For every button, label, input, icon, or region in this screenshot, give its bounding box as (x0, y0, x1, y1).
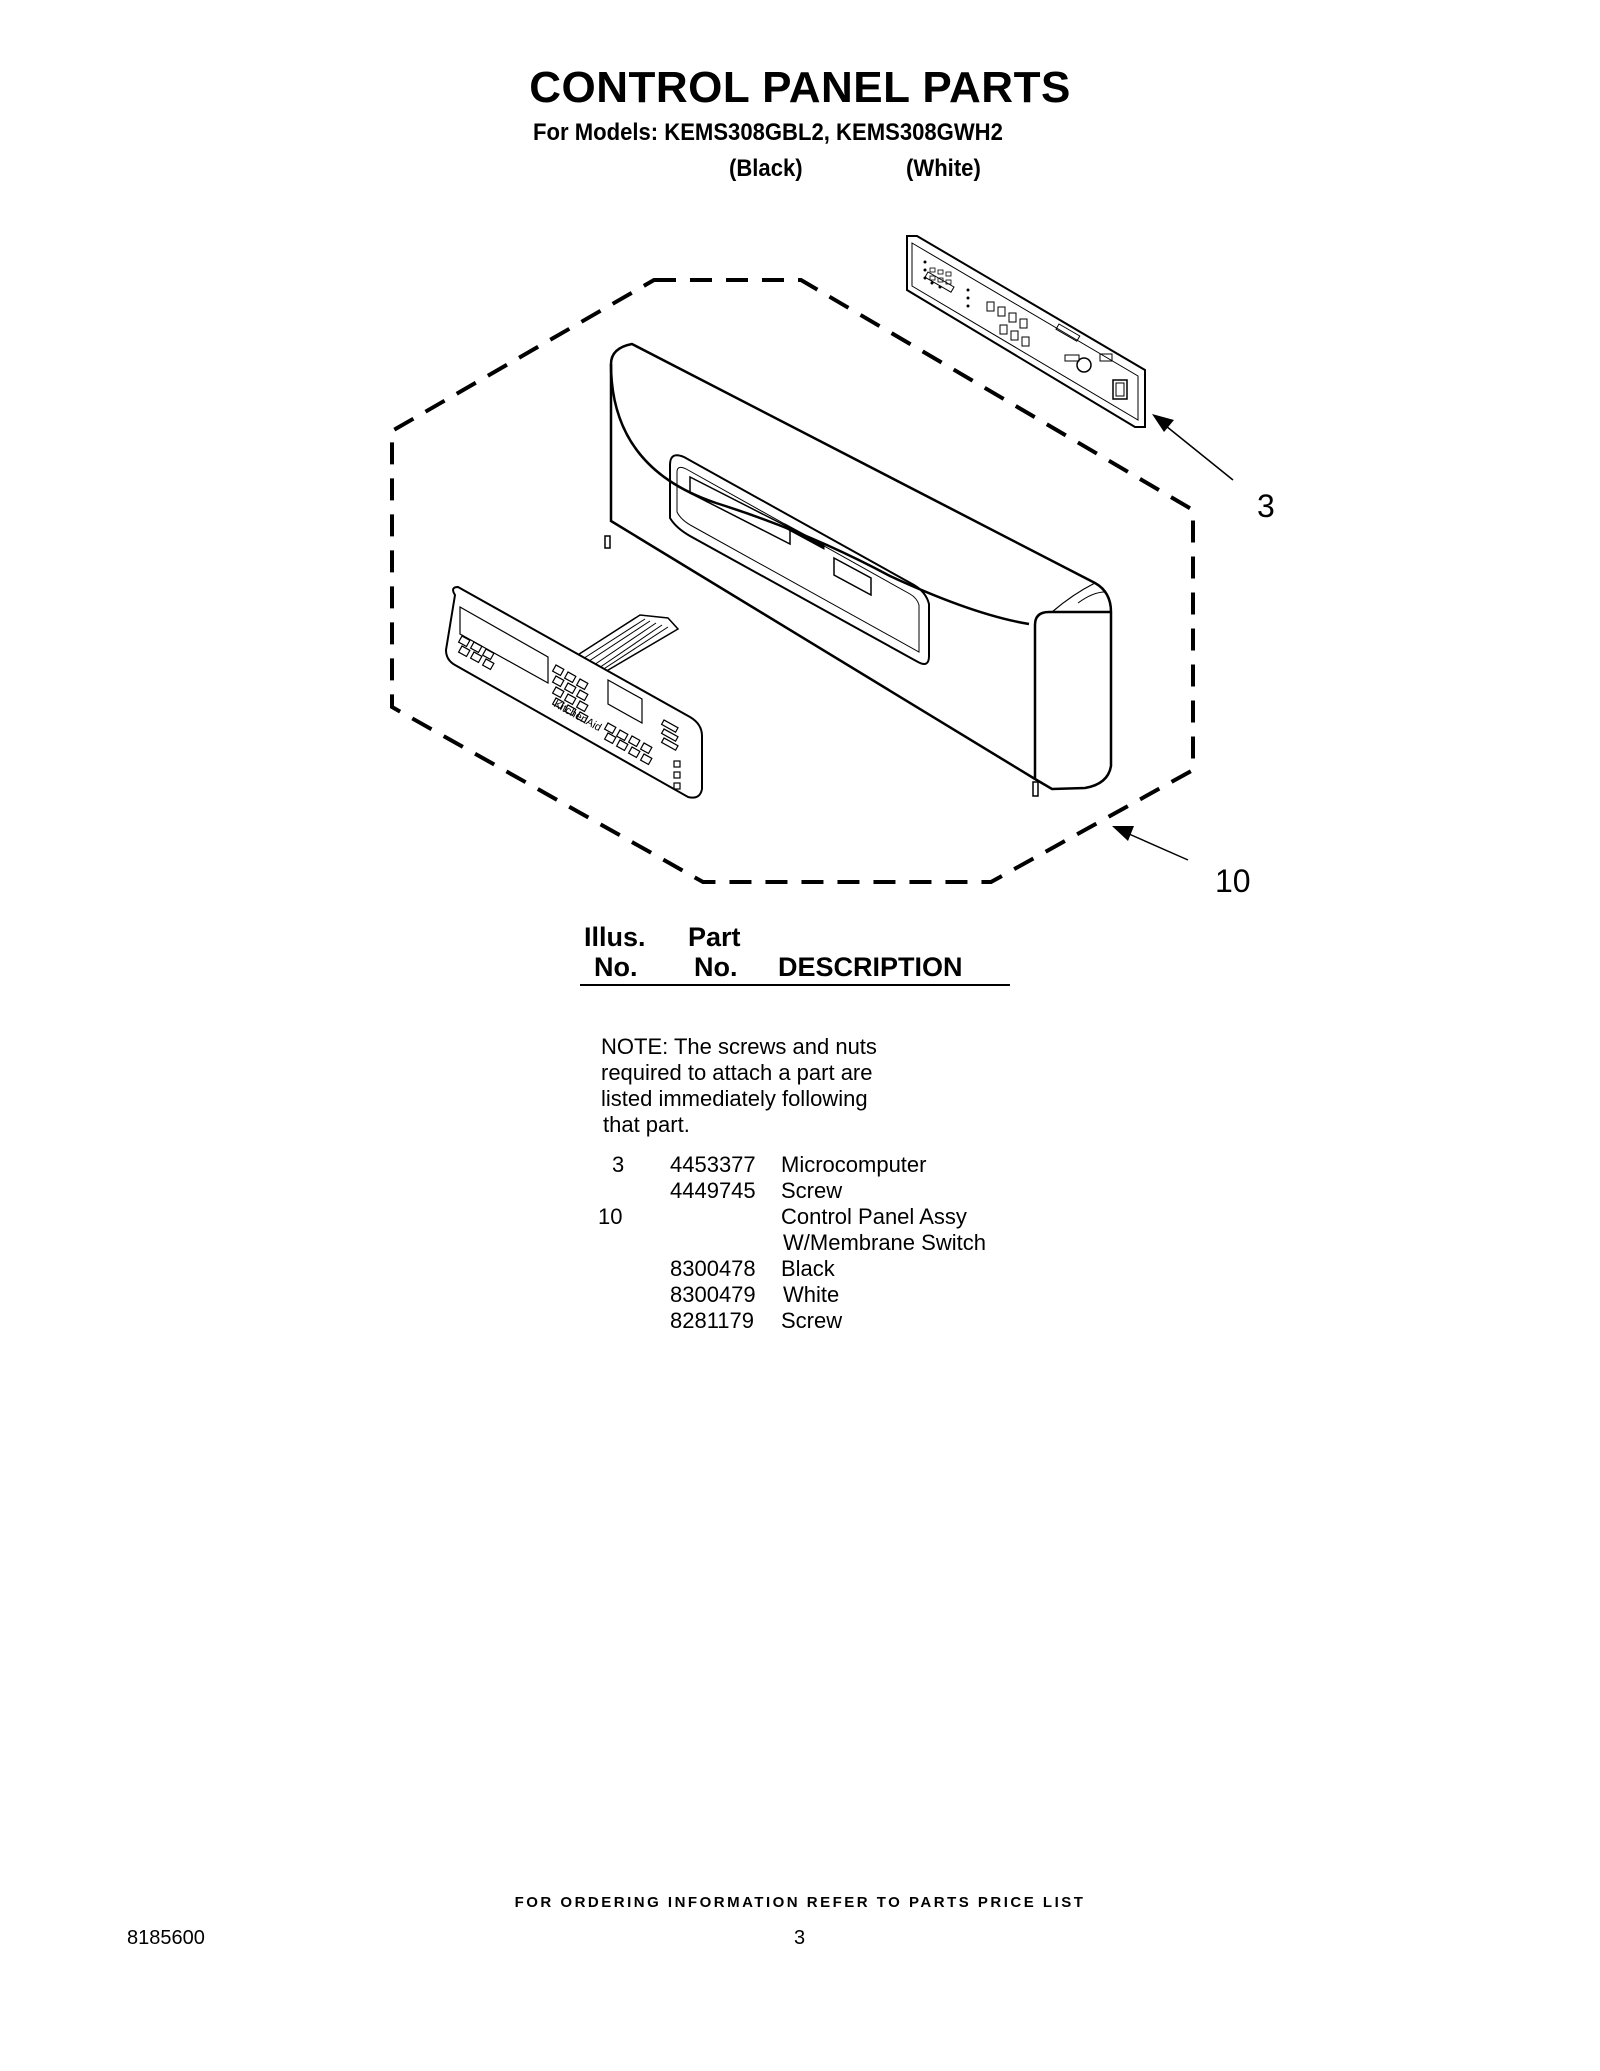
document-number: 8185600 (127, 1927, 205, 1949)
part-no: 8300478 (670, 1256, 756, 1281)
header-description: DESCRIPTION (778, 952, 963, 982)
part-description: White (783, 1282, 840, 1307)
callout-10: 10 (1215, 863, 1251, 899)
callout-3: 3 (1257, 488, 1275, 524)
note-line: required to attach a part are (601, 1060, 873, 1085)
microcomputer-board (907, 236, 1145, 427)
part-no: 4453377 (670, 1152, 756, 1177)
color-black-label: (Black) (729, 155, 803, 182)
note-line: NOTE: The screws and nuts (601, 1034, 877, 1059)
leader-arrow-3 (1152, 414, 1233, 480)
part-description: W/Membrane Switch (783, 1230, 986, 1255)
page-number: 3 (794, 1927, 806, 1949)
header-illus-line2: No. (594, 952, 638, 982)
part-description: Screw (781, 1308, 843, 1333)
header-part-line1: Part (688, 922, 741, 952)
illus-no: 10 (598, 1204, 623, 1229)
ordering-info: FOR ORDERING INFORMATION REFER TO PARTS PRICE LIST (514, 1894, 1086, 1911)
header-illus-line1: Illus. (584, 922, 646, 952)
part-no: 4449745 (670, 1178, 756, 1203)
part-no: 8281179 (670, 1308, 755, 1333)
page-title: CONTROL PANEL PARTS (529, 63, 1071, 112)
membrane-brand-text: KitchenAid (551, 698, 604, 735)
part-description: Microcomputer (781, 1152, 927, 1177)
color-white-label: (White) (906, 155, 981, 182)
part-description: Control Panel Assy (781, 1204, 967, 1229)
part-description: Black (781, 1256, 835, 1281)
membrane-switch-panel (446, 587, 702, 798)
illus-no: 3 (612, 1152, 625, 1177)
models-line: For Models: KEMS308GBL2, KEMS308GWH2 (533, 119, 1003, 146)
leader-arrow-10 (1112, 826, 1188, 860)
exploded-parts-diagram (0, 0, 1600, 940)
header-rule (580, 984, 1010, 986)
part-description: Screw (781, 1178, 843, 1203)
part-no: 8300479 (670, 1282, 756, 1307)
note-line: that part. (603, 1112, 690, 1137)
header-part-line2: No. (694, 952, 738, 982)
note-line: listed immediately following (601, 1086, 868, 1111)
